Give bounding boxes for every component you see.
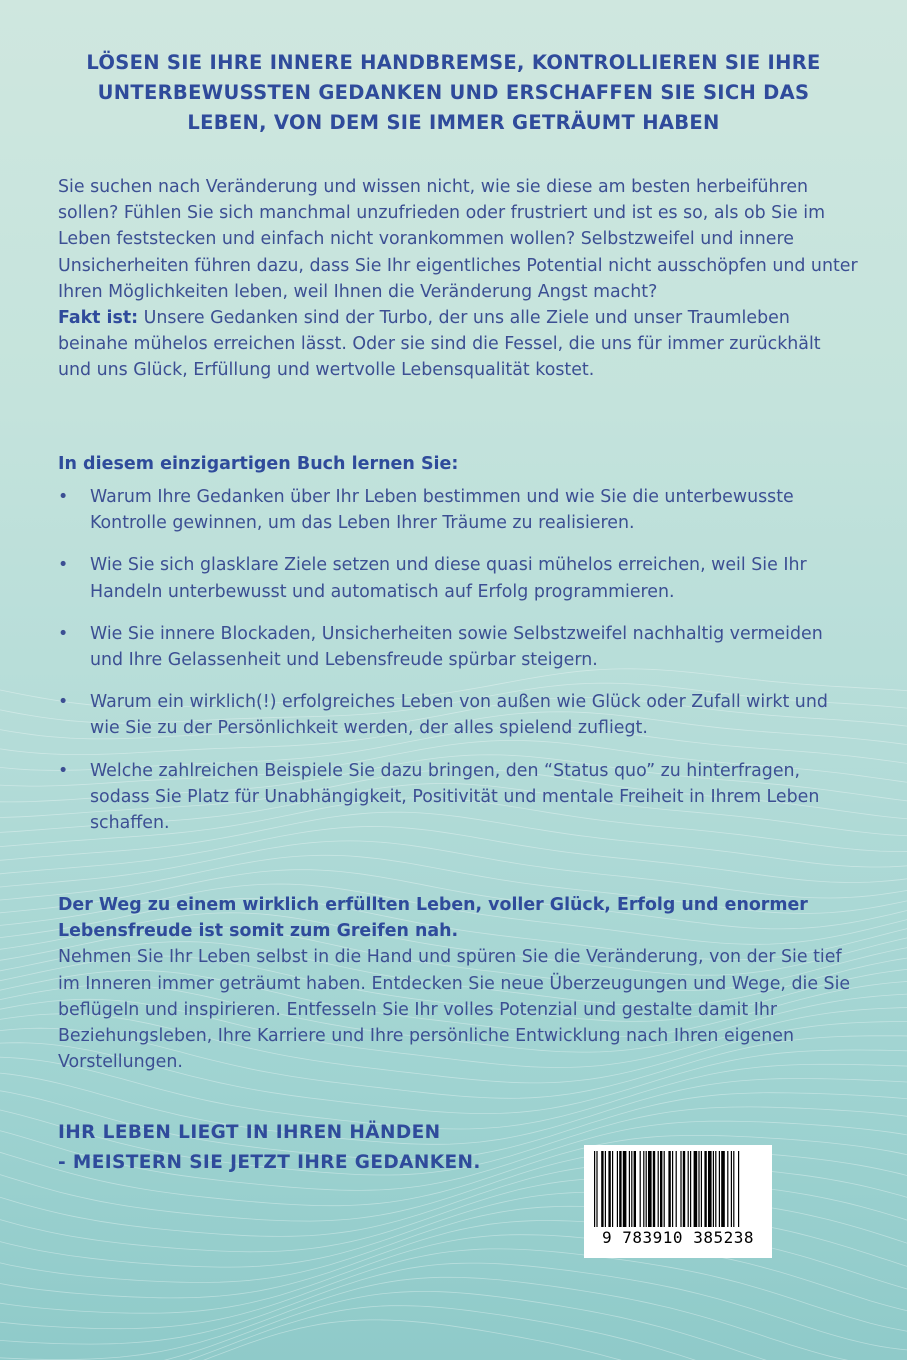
barcode-bar [640, 1151, 641, 1227]
fact-text: Unsere Gedanken sind der Turbo, der uns alle Ziele und unser Traumleben beinahe mühelos erreichen lässt. Oder sie sind die Fessel, die uns für immer zurückhält und uns Glück, Erfüllung und wertvolle Lebensqualität kostet. [58, 308, 821, 381]
intro-section [58, 174, 858, 384]
list-item-text: Warum Ihre Gedanken über Ihr Leben bestimmen und wie Sie die unterbewusste Kontrolle gewinnen, um das Leben Ihrer Träume zu realisieren. [90, 487, 794, 534]
barcode-bar [727, 1151, 728, 1227]
barcode-bar [658, 1151, 659, 1227]
barcode-bar [713, 1151, 714, 1227]
bullet-icon: • [58, 692, 69, 713]
wave-line [0, 1249, 907, 1334]
closing-section [58, 892, 858, 1075]
barcode-bar [664, 1151, 665, 1227]
fact-paragraph [58, 305, 858, 384]
list-item [58, 484, 858, 536]
fact-label: Fakt ist: [58, 308, 139, 329]
barcode-bar [719, 1151, 720, 1227]
barcode-bar [688, 1151, 689, 1227]
barcode-bar [653, 1151, 655, 1227]
barcode-bar [629, 1151, 630, 1227]
headline-line: UNTERBEWUSSTEN GEDANKEN UND ERSCHAFFEN SIE SICH DAS [97, 81, 810, 104]
headline-line: LÖSEN SIE IHRE INNERE HANDBREMSE, KONTROLLIEREN SIE IHRE [86, 51, 821, 74]
barcode-number: 9 783910 385238 [602, 1228, 754, 1247]
wave-line [0, 1320, 907, 1360]
list-item [58, 621, 858, 673]
list-item [58, 689, 858, 741]
learn-title: In diesem einzigartigen Buch lernen Sie: [58, 454, 459, 474]
list-item-text: Wie Sie sich glasklare Ziele setzen und diese quasi mühelos erreichen, weil Sie Ihr Handeln unterbewusst und automatisch auf Erfolg programmieren. [90, 555, 807, 602]
list-item [58, 552, 858, 604]
barcode-bar [634, 1151, 636, 1227]
wave-line [0, 1292, 907, 1360]
wave-line [0, 1306, 907, 1360]
barcode-bar [694, 1151, 698, 1227]
bullet-icon: • [58, 623, 69, 644]
barcode-bar [690, 1151, 691, 1227]
barcode-bar [708, 1151, 712, 1227]
barcode-bar [619, 1151, 621, 1227]
barcode-bar [623, 1151, 627, 1227]
barcode-bar [701, 1151, 702, 1227]
wave-line [0, 1263, 907, 1351]
barcode-bar [680, 1151, 681, 1227]
learn-list [58, 484, 858, 852]
barcode-bar [631, 1151, 632, 1227]
barcode-bar [646, 1151, 647, 1227]
barcode-bar [612, 1151, 613, 1227]
barcode-bar [698, 1151, 699, 1227]
barcode-bar [715, 1151, 716, 1227]
intro-paragraph: Sie suchen nach Veränderung und wissen nicht, wie sie diese am besten herbeiführen sollen? Fühlen Sie sich manchmal unzufrieden oder frustriert und ist es so, als ob Sie im Leben feststecken und einfach nicht vorankommen wollen? Selbstzweifel und innere Unsicherheiten führen dazu, dass Sie Ihr eigentliches Potential nicht ausschöpfen und unter Ihren Möglichkeiten leben, weil Ihnen die Veränderung Angst macht? [58, 177, 858, 302]
isbn-barcode [584, 1145, 772, 1258]
barcode-bars [592, 1151, 764, 1229]
barcode-bar [643, 1151, 644, 1227]
barcode-bar [733, 1151, 734, 1227]
tagline-line: - MEISTERN SIE JETZT IHRE GEDANKEN. [58, 1152, 481, 1173]
barcode-bar [596, 1151, 597, 1227]
barcode-bar [617, 1151, 618, 1227]
list-item [58, 758, 858, 837]
list-item-text: Welche zahlreichen Beispiele Sie dazu bringen, den “Status quo” zu hinterfragen, sodass Sie Platz für Unabhängigkeit, Positivität und mentale Freiheit in Ihrem Leben schaffen. [90, 760, 820, 834]
barcode-bar [660, 1151, 662, 1227]
list-item-text: Warum ein wirklich(!) erfolgreiches Leben von außen wie Glück oder Zufall wirkt und wie Sie zu der Persönlichkeit werden, der alles spielend zufliegt. [90, 692, 828, 739]
closing-bold: Der Weg zu einem wirklich erfüllten Leben, voller Glück, Erfolg und enormer Lebensfreude ist somit zum Greifen nah. [58, 895, 808, 942]
barcode-bar [676, 1151, 677, 1227]
barcode-bar [738, 1151, 739, 1227]
barcode-bar [608, 1151, 610, 1227]
tagline [58, 1118, 578, 1178]
bullet-icon: • [58, 760, 69, 781]
barcode-bar [648, 1151, 652, 1227]
headline [56, 48, 851, 138]
barcode-bar [731, 1151, 732, 1227]
barcode-bar [721, 1151, 725, 1227]
wave-line [0, 1277, 907, 1360]
barcode-bar [601, 1151, 603, 1227]
closing-text: Nehmen Sie Ihr Leben selbst in die Hand und spüren Sie die Veränderung, von der Sie tief im Inneren immer geträumt haben. Entdecken Sie neue Überzeugungen und Wege, die Sie beflügeln und inspirieren. Entfesseln Sie Ihr volles Potenzial und gestalte damit Ihr Beziehungsleben, Ihre Karriere und Ihre persönliche Entwicklung nach Ihren eigenen Vorstellungen. [58, 947, 851, 1073]
barcode-bar [605, 1151, 606, 1227]
barcode-bar [672, 1151, 673, 1227]
tagline-line: IHR LEBEN LIEGT IN IHREN HÄNDEN [58, 1122, 441, 1143]
headline-line: LEBEN, VON DEM SIE IMMER GETRÄUMT HABEN [187, 111, 720, 134]
barcode-bar [594, 1151, 595, 1227]
barcode-bar [704, 1151, 706, 1227]
list-item-text: Wie Sie innere Blockaden, Unsicherheiten sowie Selbstzweifel nachhaltig vermeiden und Ihre Gelassenheit und Lebensfreude spürbar steigern. [90, 623, 823, 671]
barcode-bar [683, 1151, 685, 1227]
bullet-icon: • [58, 487, 69, 507]
bullet-icon: • [58, 555, 69, 576]
barcode-bar [668, 1151, 670, 1227]
